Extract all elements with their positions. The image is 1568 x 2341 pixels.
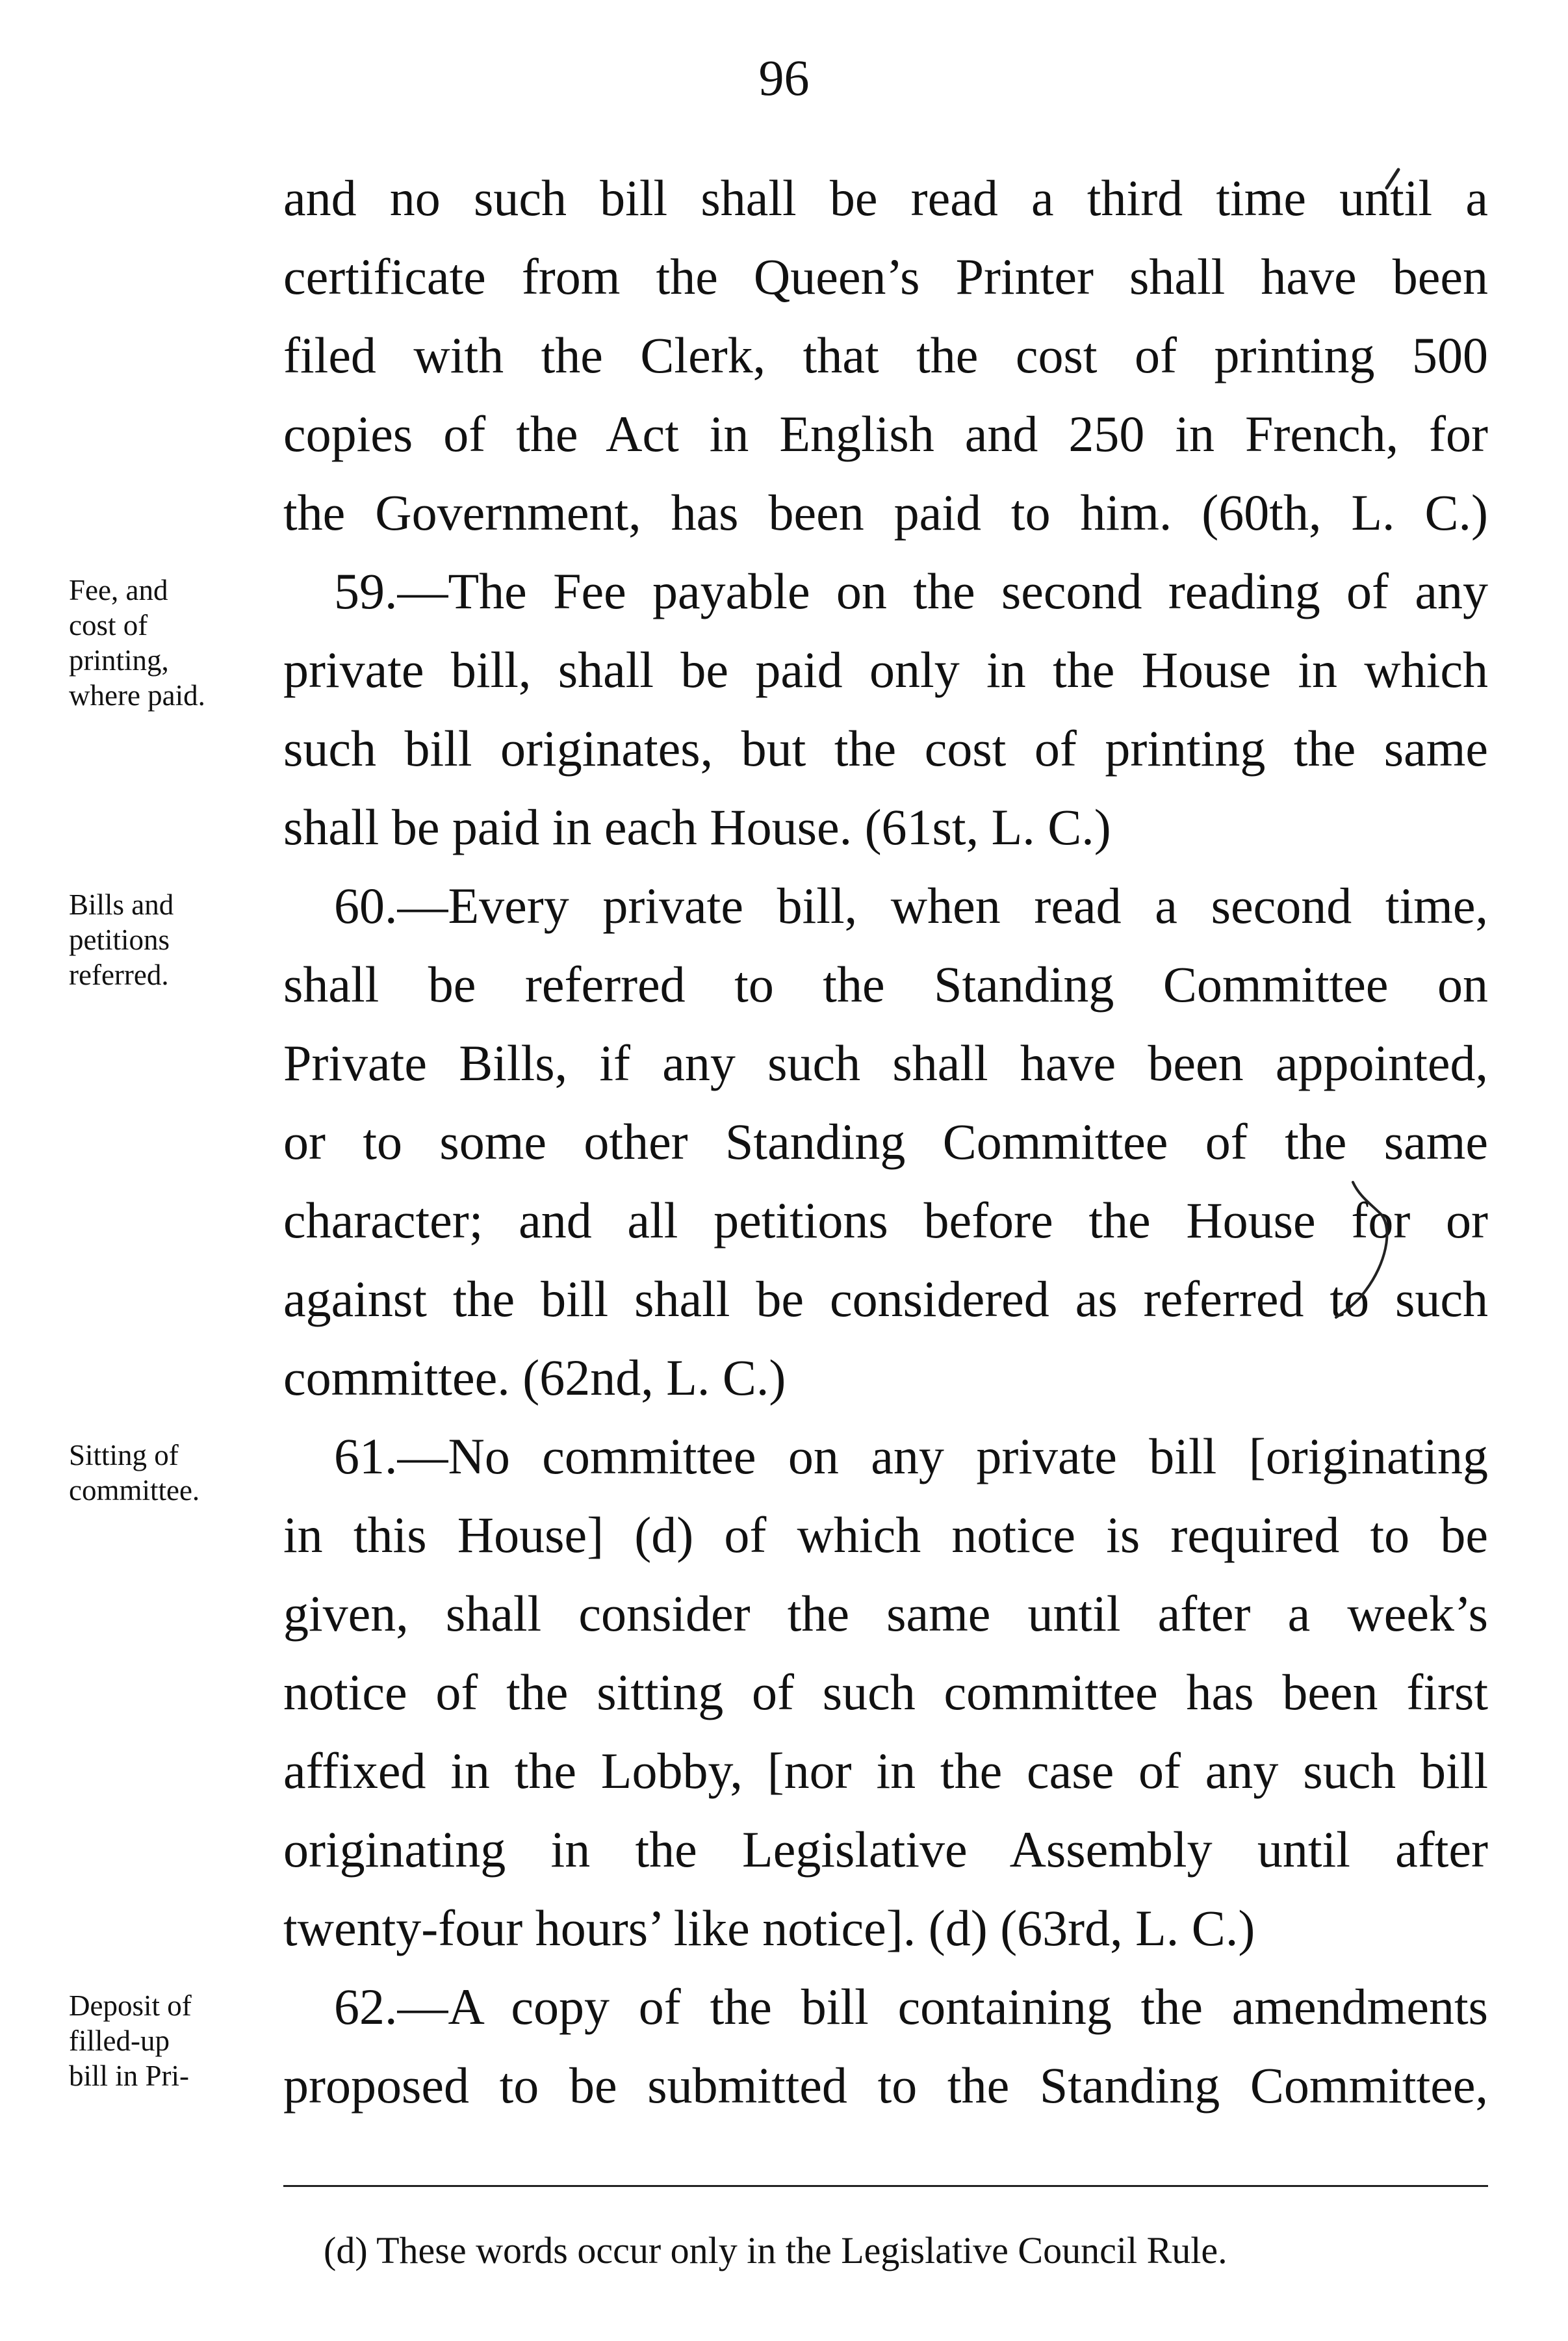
body-line: twenty-four hours’ like notice]. (d) (63rd, L. C.) — [283, 1900, 1255, 1956]
margin-note-line: printing, — [69, 644, 169, 677]
body-line: committee. (62nd, L. C.) — [283, 1349, 786, 1406]
body-line: shall be paid in each House. (61st, L. C.) — [283, 799, 1111, 855]
margin-note-line: filled-up — [69, 2024, 170, 2057]
margin-note-line: referred. — [69, 959, 169, 991]
margin-note-line: Sitting of — [69, 1439, 179, 1471]
margin-note-line: cost of — [69, 609, 148, 641]
body-line: filed with the Clerk, that the cost of printing 500 — [283, 327, 1488, 383]
body-line: 60.—Every private bill, when read a second time, — [334, 877, 1488, 934]
margin-note-line: committee. — [69, 1474, 200, 1507]
body-line: originating in the Legislative Assembly until after — [283, 1821, 1488, 1878]
body-line: notice of the sitting of such committee has been first — [283, 1664, 1488, 1720]
body-line: character; and all petitions before the House for or — [283, 1192, 1488, 1248]
margin-note-line: Deposit of — [69, 1989, 192, 2022]
body-line: 61.—No committee on any private bill [originating — [334, 1428, 1488, 1484]
body-line: affixed in the Lobby, [nor in the case of any such bill — [283, 1742, 1488, 1799]
margin-note-line: where paid. — [69, 679, 205, 712]
body-line: and no such bill shall be read a third time until a — [283, 170, 1488, 226]
page-number: 96 — [758, 49, 810, 106]
body-line: copies of the Act in English and 250 in French, for — [283, 406, 1488, 462]
body-line: or to some other Standing Committee of the same — [283, 1113, 1488, 1170]
body-line: private bill, shall be paid only in the House in which — [283, 641, 1488, 698]
margin-note-line: bill in Pri- — [69, 2060, 190, 2092]
body-line: given, shall consider the same until after a week’s — [283, 1585, 1488, 1642]
body-line: proposed to be submitted to the Standing Committee, — [283, 2057, 1488, 2114]
body-line: 59.—The Fee payable on the second reading of any — [334, 563, 1488, 619]
body-line: the Government, has been paid to him. (60th, L. C.) — [283, 484, 1488, 541]
body-line: against the bill shall be considered as referred to such — [283, 1271, 1488, 1327]
margin-note-line: Fee, and — [69, 574, 168, 606]
body-line: certificate from the Queen’s Printer shall have been — [283, 248, 1488, 305]
body-line: such bill originates, but the cost of printing the same — [283, 720, 1488, 777]
footnote-rule — [283, 2185, 1488, 2187]
margin-note-line: Bills and — [69, 888, 174, 921]
footnote: (d) These words occur only in the Legislative Council Rule. — [324, 2229, 1227, 2271]
body-line: in this House] (d) of which notice is required to be — [283, 1507, 1488, 1563]
body-line: 62.—A copy of the bill containing the amendments — [334, 1978, 1488, 2035]
body-line: Private Bills, if any such shall have been appointed, — [283, 1035, 1488, 1091]
margin-note-line: petitions — [69, 924, 170, 956]
body-line: shall be referred to the Standing Committee on — [283, 956, 1488, 1013]
